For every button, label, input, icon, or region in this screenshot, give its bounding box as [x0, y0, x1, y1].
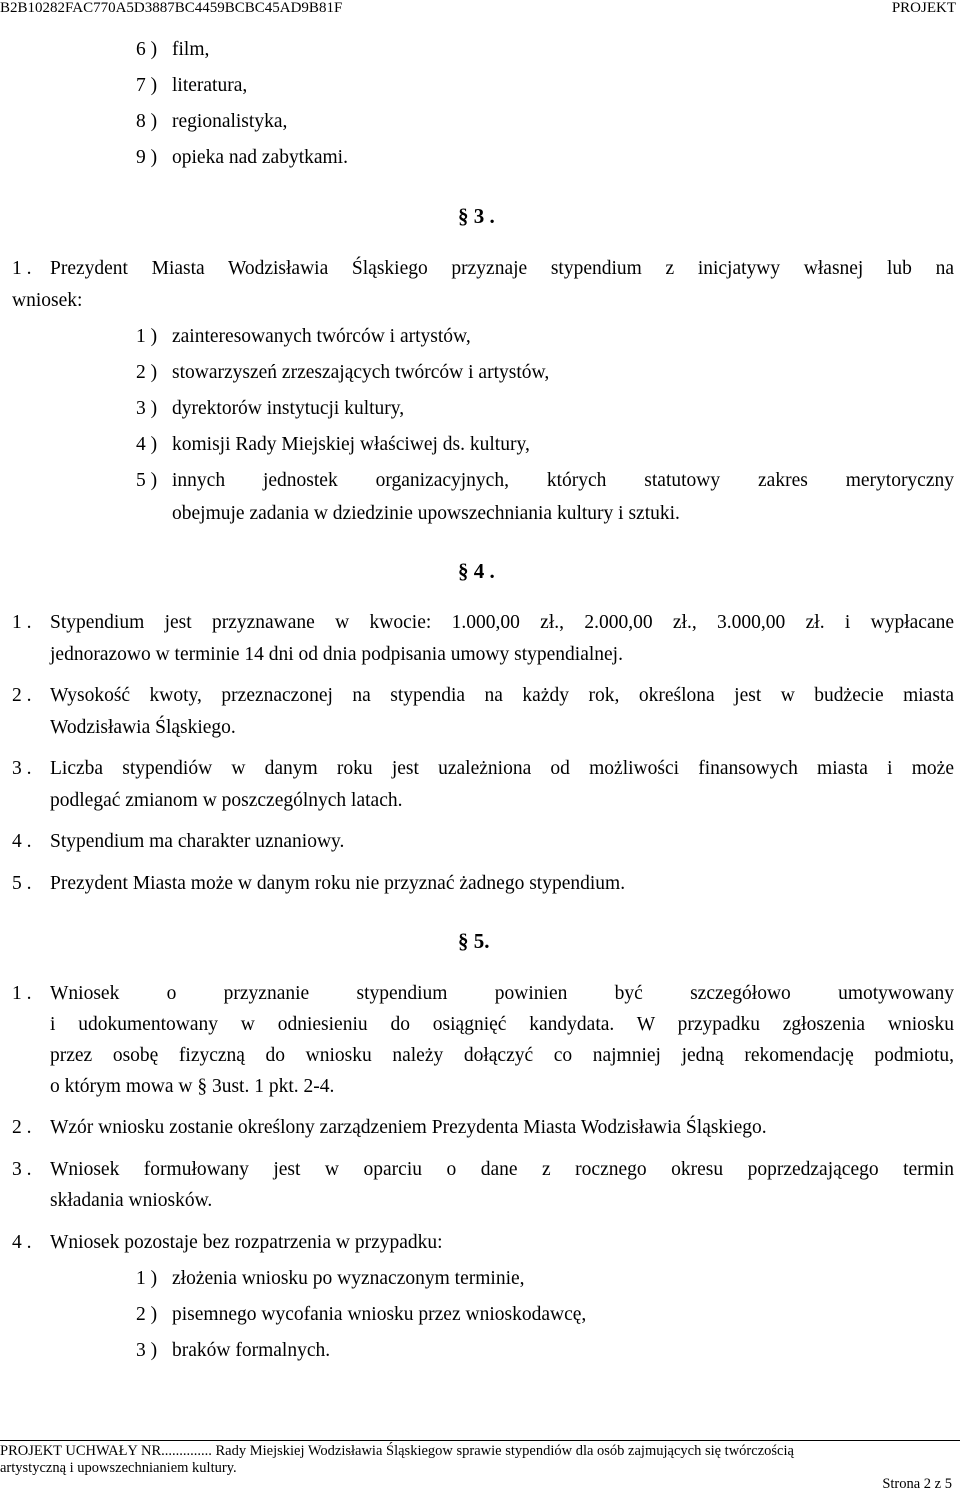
section-heading: § 4 .: [458, 559, 495, 583]
paragraph-number: 3 .: [12, 1159, 32, 1180]
list-item-num: 3 ): [136, 1340, 158, 1361]
list-item-text: dyrektorów instytucji kultury,: [172, 398, 405, 419]
footer-divider: [0, 1440, 960, 1441]
list-item-text: złożenia wniosku po wyznaczonym terminie,: [172, 1268, 525, 1289]
paragraph-text: i udokumentowany w odniesieniu do osiągnięć kandydata. W przypadku zgłoszenia wniosku: [50, 1014, 954, 1035]
paragraph-number: 3 .: [12, 758, 32, 779]
list-item-text: opieka nad zabytkami.: [172, 147, 348, 168]
list-item-num: 2 ): [136, 362, 158, 383]
paragraph-text: o którym mowa w § 3ust. 1 pkt. 2-4.: [50, 1076, 335, 1097]
paragraph-text: Stypendium jest przyznawane w kwocie: 1.000,00 zł., 2.000,00 zł., 3.000,00 zł. i wypłacane: [50, 612, 954, 633]
list-item-num: 1 ): [136, 326, 158, 347]
paragraph-number: 4 .: [12, 1232, 32, 1253]
paragraph-text: Wzór wniosku zostanie określony zarządzeniem Prezydenta Miasta Wodzisławia Śląskiego.: [50, 1117, 767, 1138]
paragraph-text: Prezydent Miasta Wodzisławia Śląskiego przyznaje stypendium z inicjatywy własnej lub na: [50, 258, 954, 279]
list-item-text: obejmuje zadania w dziedzinie upowszechniania kultury i sztuki.: [172, 503, 680, 524]
paragraph-number: 4 .: [12, 831, 32, 852]
paragraph-text: Stypendium ma charakter uznaniowy.: [50, 831, 345, 852]
page-number: Strona 2 z 5: [882, 1476, 952, 1492]
paragraph-number: 1 .: [12, 612, 32, 633]
list-item-text: komisji Rady Miejskiej właściwej ds. kultury,: [172, 434, 530, 455]
paragraph-text: Liczba stypendiów w danym roku jest uzależniona od możliwości finansowych miasta i może: [50, 758, 954, 779]
list-item-text: literatura,: [172, 75, 248, 96]
list-item-num: 2 ): [136, 1304, 158, 1325]
section-heading: § 5.: [458, 929, 490, 953]
list-item-num: 7 ): [136, 75, 158, 96]
list-item-text: zainteresowanych twórców i artystów,: [172, 326, 471, 347]
paragraph-text: wniosek:: [12, 290, 83, 311]
list-item-num: 8 ): [136, 111, 158, 132]
list-item-text: film,: [172, 39, 210, 60]
footer-title: PROJEKT UCHWAŁY NR.............. Rady Miejskiej Wodzisławia Śląskiegow sprawie stypendiów dla osób zajmujących się twórczością: [0, 1443, 794, 1459]
paragraph-text: jednorazowo w terminie 14 dni od dnia podpisania umowy stypendialnej.: [50, 644, 623, 665]
list-item-num: 6 ): [136, 39, 158, 60]
paragraph-number: 2 .: [12, 685, 32, 706]
list-item-text: braków formalnych.: [172, 1340, 331, 1361]
paragraph-text: składania wniosków.: [50, 1190, 213, 1211]
paragraph-text: przez osobę fizyczną do wniosku należy dołączyć co najmniej jedną rekomendację podmiotu,: [50, 1045, 954, 1066]
list-item-num: 4 ): [136, 434, 158, 455]
document-status: PROJEKT: [891, 0, 956, 16]
list-item-text: innych jednostek organizacyjnych, których statutowy zakres merytoryczny: [172, 470, 954, 491]
paragraph-text: Prezydent Miasta może w danym roku nie przyznać żadnego stypendium.: [50, 873, 626, 894]
paragraph-text: Wniosek pozostaje bez rozpatrzenia w przypadku:: [50, 1232, 443, 1253]
paragraph-text: Wodzisławia Śląskiego.: [50, 717, 236, 738]
list-item-text: stowarzyszeń zrzeszających twórców i artystów,: [172, 362, 550, 383]
footer-title-cont: artystyczną i upowszechnianiem kultury.: [0, 1460, 237, 1476]
list-item-text: pisemnego wycofania wniosku przez wnioskodawcę,: [172, 1304, 587, 1325]
paragraph-number: 5 .: [12, 873, 32, 894]
paragraph-number: 2 .: [12, 1117, 32, 1138]
paragraph-text: Wniosek formułowany jest w oparciu o dane z rocznego okresu poprzedzającego termin: [50, 1159, 954, 1180]
paragraph-text: podlegać zmianom w poszczególnych latach.: [50, 790, 403, 811]
document-id: B2B10282FAC770A5D3887BC4459BCBC45AD9B81F: [0, 0, 343, 16]
list-item-text: regionalistyka,: [172, 111, 288, 132]
list-item-num: 3 ): [136, 398, 158, 419]
section-heading: § 3 .: [458, 204, 495, 228]
paragraph-number: 1 .: [12, 983, 32, 1004]
paragraph-text: Wniosek o przyznanie stypendium powinien być szczegółowo umotywowany: [50, 983, 954, 1004]
list-item-num: 5 ): [136, 470, 158, 491]
list-item-num: 9 ): [136, 147, 158, 168]
paragraph-number: 1 .: [12, 258, 32, 279]
paragraph-text: Wysokość kwoty, przeznaczonej na stypendia na każdy rok, określona jest w budżecie miasta: [50, 685, 954, 706]
list-item-num: 1 ): [136, 1268, 158, 1289]
